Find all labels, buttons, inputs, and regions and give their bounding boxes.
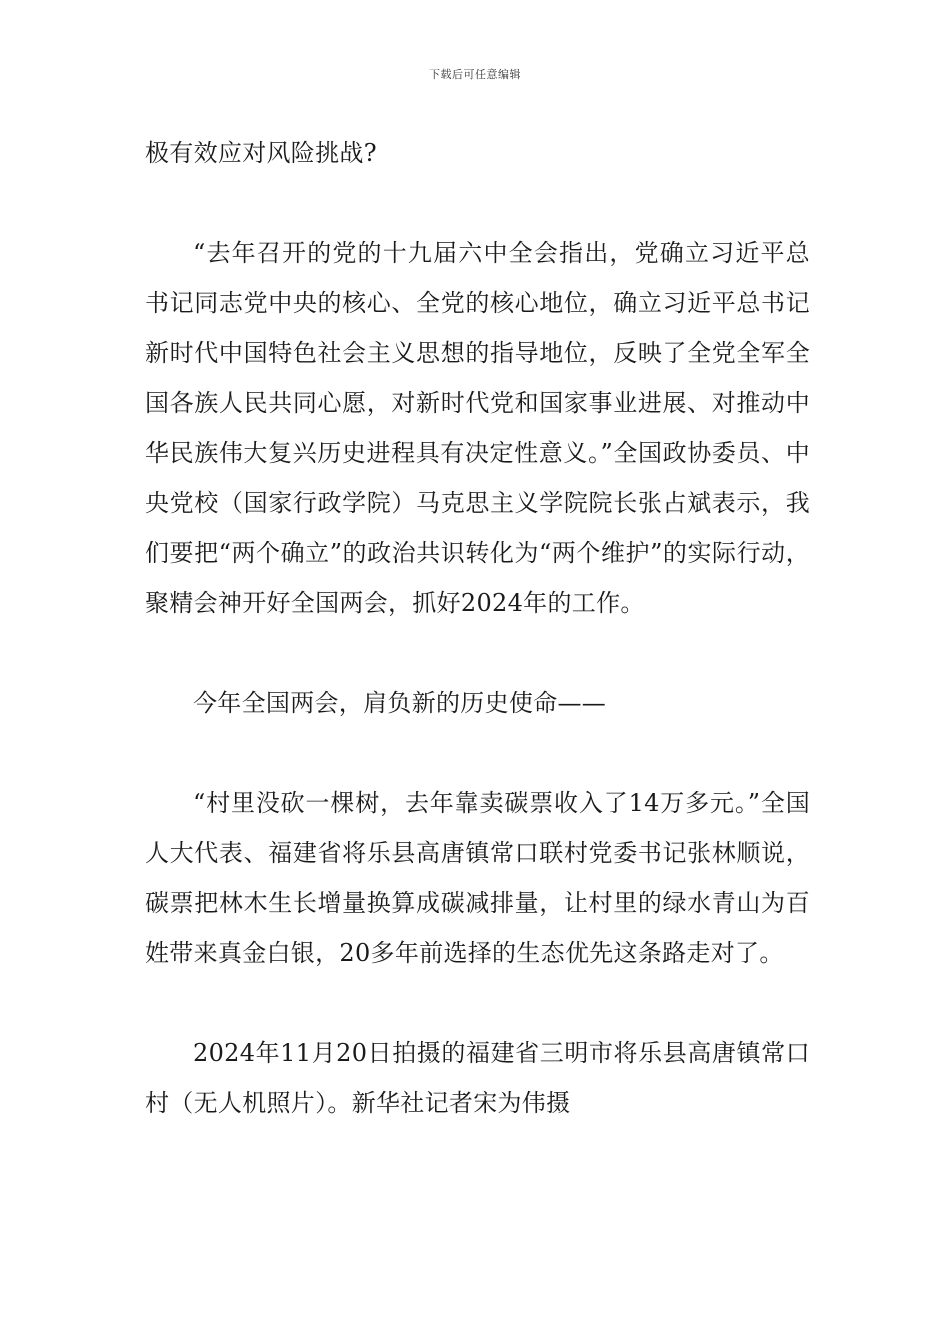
- paragraph-mission: 今年全国两会，肩负新的历史使命——: [193, 689, 607, 717]
- page-header-note: 下载后可任意编辑: [429, 68, 521, 81]
- paragraph-spacer: [145, 728, 810, 778]
- paragraph-quote-zhang-linshun: “村里没砍一棵树，去年靠卖碳票收入了14万多元。”全国人大代表、福建省将乐县高唐镇常口联村党委书记张林顺说，碳票把林木生长增量换算成碳减排量，让村里的绿水青山为百姓带来真金白银，20多年前选择的生态优先这条路走对了。: [145, 789, 810, 967]
- document-body: [145, 128, 810, 1128]
- photo-caption: 2024年11月20日拍摄的福建省三明市将乐县高唐镇常口村（无人机照片）。新华社记者宋为伟摄: [145, 1039, 810, 1117]
- paragraph-spacer: [145, 978, 810, 1028]
- paragraph-spacer: [145, 178, 810, 228]
- paragraph-spacer: [145, 628, 810, 678]
- paragraph-quote-zhang-zhanbin: “去年召开的党的十九届六中全会指出，党确立习近平总书记同志党中央的核心、全党的核心地位，确立习近平总书记新时代中国特色社会主义思想的指导地位，反映了全党全军全国各族人民共同心愿，对新时代党和国家事业进展、对推动中华民族伟大复兴历史进程具有决定性意义。”全国政协委员、中央党校（国家行政学院）马克思主义学院院长张占斌表示，我们要把“两个确立”的政治共识转化为“两个维护”的实际行动，聚精会神开好全国两会，抓好2024年的工作。: [145, 239, 810, 617]
- paragraph-continuation: 极有效应对风险挑战?: [145, 139, 377, 167]
